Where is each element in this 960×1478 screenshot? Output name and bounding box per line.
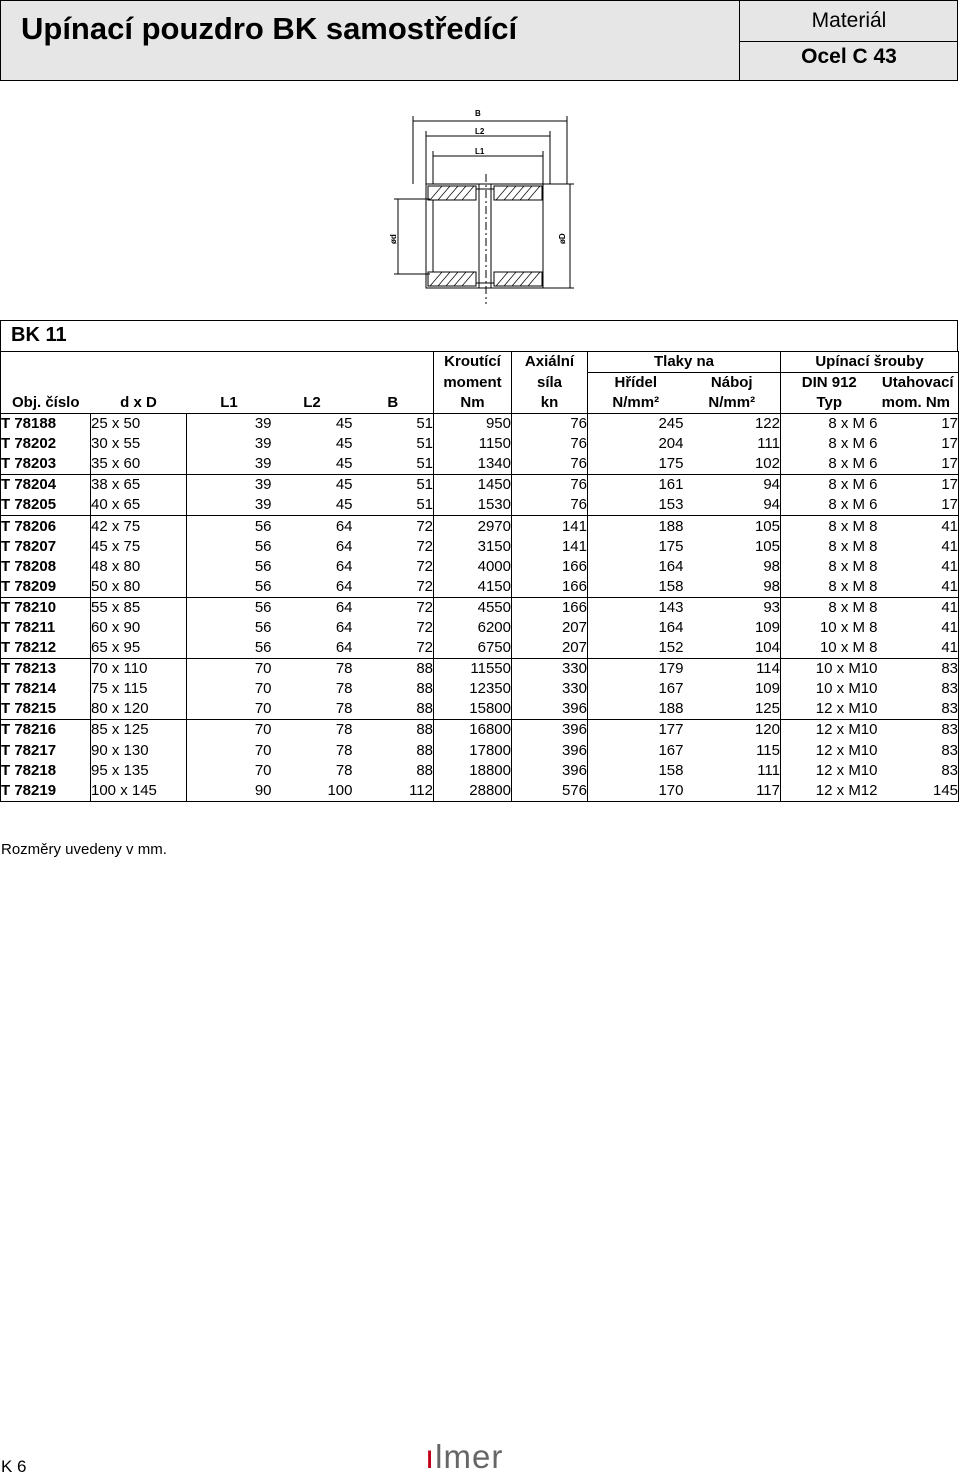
table-cell: 51: [353, 414, 434, 435]
page-number: K 6: [1, 1457, 27, 1476]
table-cell: 65 x 95: [91, 638, 187, 659]
table-cell: 45: [335, 455, 353, 473]
header-moment: moment: [434, 373, 512, 394]
table-cell: 40 x 65: [91, 495, 187, 516]
table-cell: 15800: [434, 699, 512, 720]
table-cell: 16800: [434, 720, 512, 741]
table-cell: 12 x M10: [781, 761, 878, 781]
table-cell: T 78208: [1, 557, 91, 577]
table-cell: 10 x M10: [781, 679, 878, 699]
table-cell: 39: [187, 414, 272, 435]
table-cell: 18800: [434, 761, 512, 781]
specification-table: [0, 351, 959, 802]
table-cell: 396: [512, 699, 588, 720]
table-cell: 45: [272, 414, 353, 435]
table-cell: 76: [512, 495, 588, 516]
table-cell: 153: [588, 495, 684, 516]
table-row: [1, 414, 959, 435]
table-cell: 170: [588, 781, 684, 802]
table-cell: 30 x 55: [91, 434, 187, 454]
table-cell: 76: [512, 475, 588, 496]
table-cell: 25 x 50: [91, 414, 187, 435]
table-row: [1, 638, 959, 659]
table-cell: 6750: [434, 638, 512, 659]
table-cell: 17: [878, 475, 959, 496]
label-b: B: [475, 109, 481, 118]
table-cell: 158: [588, 761, 684, 781]
table-cell: 35 x 60: [91, 454, 187, 475]
table-cell: 72: [353, 516, 434, 537]
table-cell: 93: [684, 597, 781, 618]
table-cell: 115: [756, 741, 780, 759]
table-cell: 8 x M 8: [781, 597, 878, 618]
table-cell: 78: [272, 659, 353, 680]
table-row: [1, 597, 959, 618]
table-cell: 8 x M 8: [781, 537, 878, 557]
table-cell: 10 x M 8: [781, 638, 878, 659]
technical-drawing: [380, 104, 580, 310]
table-row: [1, 699, 959, 720]
table-cell: 1530: [434, 495, 512, 516]
col-hridel-unit: N/mm²: [588, 393, 684, 414]
table-cell: 6200: [434, 618, 512, 638]
table-cell: 88: [416, 741, 433, 759]
table-cell: T 78202: [1, 434, 91, 454]
table-cell: 245: [588, 414, 684, 435]
ulmer-logo: ılmer: [425, 1438, 504, 1475]
table-cell: T 78215: [1, 699, 91, 720]
table-cell: 95 x 135: [91, 761, 187, 781]
table-cell: 175: [588, 537, 684, 557]
table-cell: 117: [684, 781, 781, 802]
col-kn: kn: [512, 393, 588, 414]
table-cell: 56: [187, 516, 272, 537]
table-cell: 41: [878, 577, 959, 598]
table-cell: 70 x 110: [91, 659, 187, 680]
table-row: [1, 761, 959, 781]
table-cell: 152: [588, 638, 684, 659]
table-cell: 175: [588, 454, 684, 475]
table-cell: 41: [878, 557, 959, 577]
table-cell: T 78213: [1, 659, 91, 680]
table-cell: 45: [335, 435, 353, 453]
table-cell: 78: [272, 720, 353, 741]
table-cell: 207: [512, 618, 588, 638]
table-cell: 83: [878, 741, 959, 761]
table-cell: T 78207: [1, 537, 91, 557]
table-cell: 396: [512, 761, 588, 781]
table-cell: 8 x M 8: [781, 577, 878, 598]
table-cell: 112: [353, 781, 434, 802]
header-axialni: Axiální: [512, 352, 588, 373]
table-cell: 56: [187, 638, 272, 659]
table-cell: 2970: [434, 516, 512, 537]
table-cell: 88: [416, 761, 433, 779]
table-cell: 90 x 130: [91, 741, 187, 761]
table-cell: 177: [588, 720, 684, 741]
table-cell: 76: [512, 454, 588, 475]
table-cell: 143: [588, 597, 684, 618]
table-cell: 83: [878, 699, 959, 720]
table-row: [1, 557, 959, 577]
col-utahovaci-mom: mom. Nm: [878, 393, 959, 414]
table-cell: 51: [416, 455, 433, 473]
table-cell: 188: [588, 699, 684, 720]
table-cell: 70: [187, 659, 272, 680]
table-cell: 141: [512, 516, 588, 537]
table-cell: 10 x M 8: [781, 618, 878, 638]
table-cell: 167: [588, 679, 684, 699]
table-row: [1, 679, 959, 699]
table-cell: 330: [512, 679, 588, 699]
table-cell: 166: [512, 557, 588, 577]
table-cell: 76: [512, 414, 588, 435]
table-cell: 396: [512, 720, 588, 741]
table-cell: T 78205: [1, 495, 91, 516]
table-cell: 75 x 115: [91, 679, 187, 699]
table-cell: 60 x 90: [91, 618, 187, 638]
table-row: [1, 434, 959, 454]
table-cell: 188: [588, 516, 684, 537]
label-l2: L2: [475, 127, 485, 136]
table-cell: 55 x 85: [91, 597, 187, 618]
table-cell: 51: [416, 435, 433, 453]
table-cell: 70: [187, 699, 272, 720]
table-cell: 114: [684, 659, 781, 680]
table-cell: 396: [512, 741, 588, 761]
table-cell: 11550: [434, 659, 512, 680]
table-cell: T 78211: [1, 618, 91, 638]
table-cell: 48 x 80: [91, 557, 187, 577]
table-cell: 8 x M 6: [781, 434, 878, 454]
table-cell: 70: [187, 741, 272, 761]
table-cell: 64: [335, 537, 353, 555]
table-cell: 1450: [434, 475, 512, 496]
table-cell: 56: [187, 557, 272, 577]
material-label: Materiál: [740, 1, 958, 42]
table-cell: 164: [588, 557, 684, 577]
table-cell: 45: [335, 496, 353, 514]
table-cell: 88: [353, 720, 434, 741]
table-cell: 164: [588, 618, 684, 638]
table-cell: T 78203: [1, 454, 91, 475]
table-row: [1, 720, 959, 741]
label-d: ød: [389, 234, 398, 244]
header-kroutici: Kroutící: [434, 352, 512, 373]
col-nm: Nm: [434, 393, 512, 414]
footnote: Rozměry uvedeny v mm.: [1, 841, 167, 858]
table-row: [1, 659, 959, 680]
table-cell: 85 x 125: [91, 720, 187, 741]
table-cell: 4550: [434, 597, 512, 618]
table-cell: 111: [757, 761, 780, 779]
header-upinaci-srouby: Upínací šrouby: [781, 352, 959, 373]
col-l1: L1: [220, 394, 238, 411]
table-cell: T 78212: [1, 638, 91, 659]
table-cell: 38 x 65: [91, 475, 187, 496]
table-cell: 207: [512, 638, 588, 659]
table-cell: 83: [878, 720, 959, 741]
table-cell: 56: [187, 577, 272, 598]
table-cell: 28800: [434, 781, 512, 802]
table-cell: 109: [754, 618, 780, 636]
table-cell: 109: [754, 680, 780, 698]
table-cell: 4150: [434, 577, 512, 598]
table-cell: 179: [588, 659, 684, 680]
table-cell: 167: [588, 741, 684, 761]
label-l1: L1: [475, 147, 485, 156]
table-cell: 76: [512, 434, 588, 454]
table-cell: 39: [187, 454, 272, 475]
table-row: [1, 475, 959, 496]
table-cell: 12 x M10: [781, 720, 878, 741]
table-row: [1, 618, 959, 638]
table-row: [1, 454, 959, 475]
table-cell: 98: [763, 577, 780, 595]
table-row: [1, 495, 959, 516]
table-cell: 39: [187, 475, 272, 496]
table-cell: 17800: [434, 741, 512, 761]
table-cell: 94: [684, 475, 781, 496]
header-din: DIN 912: [781, 373, 878, 394]
table-cell: 158: [588, 577, 684, 598]
table-row: [1, 741, 959, 761]
table-cell: 17: [878, 454, 959, 475]
table-cell: 330: [512, 659, 588, 680]
table-cell: T 78218: [1, 761, 91, 781]
table-cell: 64: [335, 577, 353, 595]
table-cell: 17: [878, 434, 959, 454]
table-cell: 1150: [434, 434, 512, 454]
col-obj-cislo: Obj. číslo: [1, 393, 91, 414]
table-cell: 83: [878, 761, 959, 781]
table-cell: 72: [416, 557, 433, 575]
table-cell: 4000: [434, 557, 512, 577]
table-cell: 12 x M10: [781, 699, 878, 720]
table-cell: 64: [335, 557, 353, 575]
table-cell: 161: [588, 475, 684, 496]
table-cell: 41: [878, 618, 959, 638]
header-naboj: Náboj: [684, 373, 781, 394]
header-hridel: Hřídel: [588, 373, 684, 394]
table-cell: 120: [684, 720, 781, 741]
table-cell: 8 x M 8: [781, 557, 878, 577]
table-cell: 39: [187, 495, 272, 516]
table-cell: 12 x M10: [781, 741, 878, 761]
table-row: [1, 577, 959, 598]
table-cell: 576: [512, 781, 588, 802]
table-cell: 88: [353, 659, 434, 680]
table-cell: 41: [878, 537, 959, 557]
table-cell: 98: [763, 557, 780, 575]
table-row: [1, 781, 959, 802]
table-cell: 56: [187, 618, 272, 638]
header-bar: [0, 0, 958, 81]
table-row: [1, 537, 959, 557]
table-cell: 90: [187, 781, 272, 802]
col-naboj-unit: N/mm²: [708, 394, 756, 411]
table-cell: 56: [187, 537, 272, 557]
table-cell: T 78217: [1, 741, 91, 761]
table-cell: 78: [335, 680, 353, 698]
table-cell: 56: [187, 597, 272, 618]
table-cell: 8 x M 8: [781, 516, 878, 537]
header-tlaky-na: Tlaky na: [588, 352, 781, 373]
material-box: [739, 1, 958, 80]
col-typ: Typ: [781, 393, 878, 414]
page-title: Upínací pouzdro BK samostředící: [21, 11, 518, 46]
table-cell: 42 x 75: [91, 516, 187, 537]
header-sila: síla: [512, 373, 588, 394]
table-cell: 125: [754, 700, 780, 718]
table-cell: 83: [878, 679, 959, 699]
table-cell: T 78188: [1, 414, 91, 435]
table-cell: 12350: [434, 679, 512, 699]
table-cell: 72: [416, 618, 433, 636]
table-cell: 94: [763, 496, 780, 514]
section-header: [0, 320, 958, 352]
table-cell: 80 x 120: [91, 699, 187, 720]
table-cell: 12 x M12: [781, 781, 878, 802]
table-cell: 39: [187, 434, 272, 454]
table-cell: 105: [684, 516, 781, 537]
table-cell: 141: [512, 537, 588, 557]
table-cell: 8 x M 6: [781, 495, 878, 516]
table-cell: T 78206: [1, 516, 91, 537]
table-cell: 166: [512, 597, 588, 618]
table-cell: 145: [878, 781, 959, 802]
table-cell: 72: [416, 577, 433, 595]
table-cell: 78: [335, 761, 353, 779]
table-cell: 72: [416, 639, 433, 657]
table-cell: 70: [187, 761, 272, 781]
table-cell: 102: [754, 455, 780, 473]
table-cell: 166: [512, 577, 588, 598]
table-cell: T 78219: [1, 781, 91, 802]
col-dxD: d x D: [120, 394, 157, 411]
table-cell: 83: [878, 659, 959, 680]
col-b: B: [387, 394, 399, 411]
table-cell: 17: [878, 495, 959, 516]
table-cell: 111: [757, 435, 780, 453]
table-cell: 70: [187, 720, 272, 741]
table-body: [1, 414, 959, 802]
table-row: [1, 516, 959, 537]
table-cell: 100: [272, 781, 353, 802]
table-cell: 51: [416, 496, 433, 514]
table-cell: 17: [878, 414, 959, 435]
table-cell: 64: [272, 597, 353, 618]
table-cell: 64: [272, 516, 353, 537]
table-cell: 105: [754, 537, 780, 555]
table-cell: T 78209: [1, 577, 91, 598]
table-cell: 88: [416, 680, 433, 698]
table-cell: 70: [187, 679, 272, 699]
section-title: BK 11: [11, 324, 67, 346]
table-cell: 64: [335, 639, 353, 657]
table-cell: T 78204: [1, 475, 91, 496]
label-D: øD: [558, 233, 567, 244]
table-cell: 8 x M 6: [781, 454, 878, 475]
table-cell: T 78210: [1, 597, 91, 618]
table-cell: 64: [335, 618, 353, 636]
table-cell: 8 x M 6: [781, 475, 878, 496]
table-cell: 41: [878, 516, 959, 537]
table-cell: 950: [434, 414, 512, 435]
table-cell: 3150: [434, 537, 512, 557]
table-cell: 51: [353, 475, 434, 496]
table-cell: 78: [335, 700, 353, 718]
table-cell: 100 x 145: [91, 781, 187, 802]
table-cell: 122: [684, 414, 781, 435]
table-cell: 10 x M10: [781, 659, 878, 680]
table-cell: 104: [754, 639, 780, 657]
table-cell: 88: [416, 700, 433, 718]
col-l2: L2: [303, 394, 321, 411]
table-cell: 1340: [434, 454, 512, 475]
table-cell: 8 x M 6: [781, 414, 878, 435]
table-cell: 78: [335, 741, 353, 759]
table-cell: T 78216: [1, 720, 91, 741]
table-cell: 45 x 75: [91, 537, 187, 557]
table-cell: 72: [416, 537, 433, 555]
table-cell: 50 x 80: [91, 577, 187, 598]
material-value: Ocel C 43: [801, 45, 897, 68]
table-cell: 41: [878, 597, 959, 618]
table-cell: 45: [272, 475, 353, 496]
table-cell: 72: [353, 597, 434, 618]
table-cell: T 78214: [1, 679, 91, 699]
table-cell: 41: [878, 638, 959, 659]
table-cell: 204: [588, 434, 684, 454]
header-utahovaci: Utahovací: [878, 373, 959, 394]
